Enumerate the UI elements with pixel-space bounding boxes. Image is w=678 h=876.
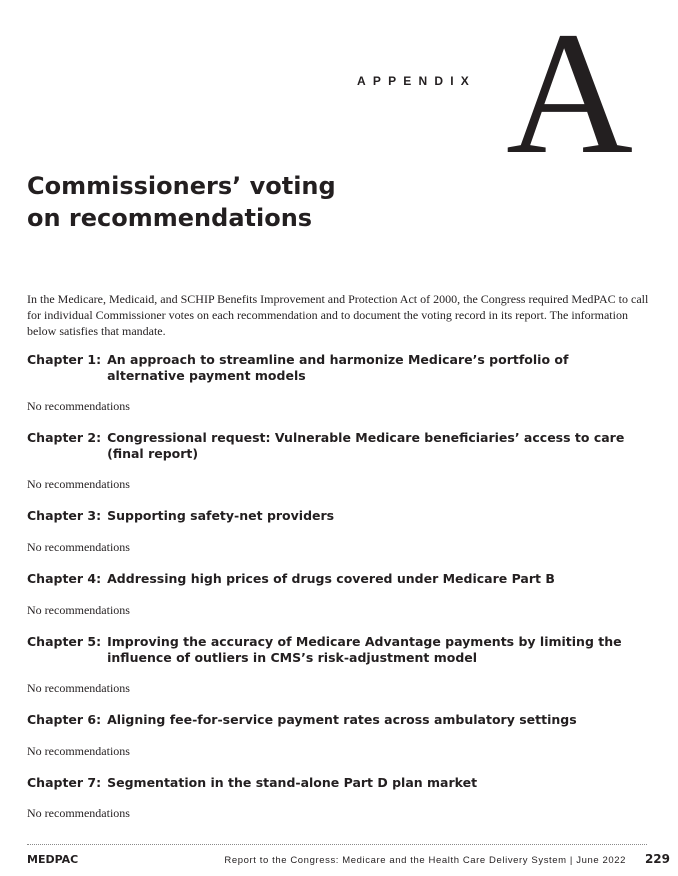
footer-report-title: Report to the Congress: Medicare and the Health Care Delivery System | June 2022 [224,855,626,866]
chapter-title: Addressing high prices of drugs covered under Medicare Part B [107,571,555,586]
chapter-number: Chapter 3: [27,508,102,523]
chapter-number: Chapter 1: [27,352,102,367]
chapter-note: No recommendations [27,603,130,617]
page-title-line-2: on recommendations [27,204,313,232]
page-title [27,170,447,234]
chapter-title: Improving the accuracy of Medicare Advantage payments by limiting the influence of outliers in CMS’s risk-adjustment model [107,634,622,665]
appendix-letter: A [506,0,634,191]
chapter-number: Chapter 5: [27,634,102,649]
chapter-note: No recommendations [27,399,130,413]
chapter-heading [27,508,657,524]
chapter-heading [27,430,657,461]
intro-paragraph: In the Medicare, Medicaid, and SCHIP Benefits Improvement and Protection Act of 2000, the Congress required MedPAC to call for individual Commissioner votes on each recommendation and to document the voting record in its report. The information below satisfies that mandate. [27,292,649,338]
chapter-heading [27,775,657,791]
page-number: 229 [644,852,670,866]
chapter-heading [27,352,657,383]
chapter-note: No recommendations [27,681,130,695]
page-title-line-1: Commissioners’ voting [27,172,336,200]
chapter-note: No recommendations [27,806,130,820]
chapter-number: Chapter 4: [27,571,102,586]
chapter-title: Supporting safety-net providers [107,508,335,523]
chapter-title: Segmentation in the stand-alone Part D plan market [107,775,478,790]
chapter-heading [27,712,657,728]
chapter-title: Congressional request: Vulnerable Medicare beneficiaries’ access to care (final report) [107,430,625,461]
chapter-note: No recommendations [27,477,130,491]
chapter-note: No recommendations [27,540,130,554]
chapter-number: Chapter 7: [27,775,102,790]
chapter-title: An approach to streamline and harmonize Medicare’s portfolio of alternative payment models [107,352,569,383]
chapter-title: Aligning fee-for-service payment rates across ambulatory settings [107,712,577,727]
chapter-number: Chapter 6: [27,712,102,727]
chapter-number: Chapter 2: [27,430,102,445]
footer-divider [27,844,647,845]
appendix-label: APPENDIX [357,74,476,88]
chapter-heading [27,571,657,587]
medpac-logo: MEDPAC [27,853,79,866]
chapter-note: No recommendations [27,744,130,758]
chapter-heading [27,634,657,665]
